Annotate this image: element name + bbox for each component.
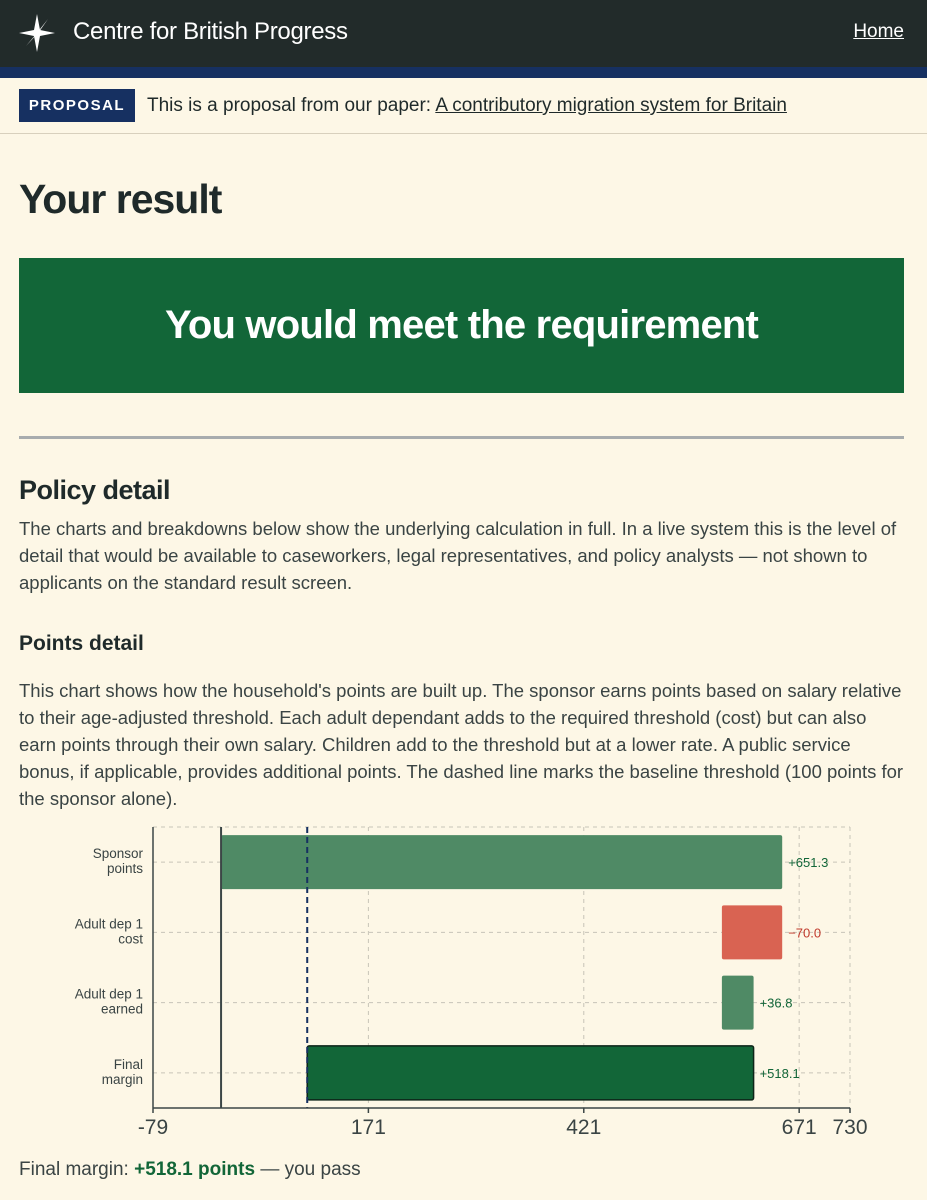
bar-gain bbox=[221, 835, 782, 889]
divider bbox=[19, 436, 904, 439]
x-tick-label: 730 bbox=[832, 1116, 868, 1139]
bar-gain bbox=[722, 976, 754, 1030]
banner-prefix: This is a proposal from our paper: bbox=[147, 95, 432, 116]
final-margin-value: +518.1 points bbox=[134, 1159, 256, 1180]
category-label: Sponsor bbox=[92, 846, 143, 862]
points-heading: Points detail bbox=[19, 632, 144, 655]
category-label: margin bbox=[101, 1071, 143, 1087]
bar-final bbox=[307, 1046, 753, 1100]
category-label: cost bbox=[118, 931, 143, 947]
home-link[interactable]: Home bbox=[853, 21, 904, 42]
bar-value-label: +651.3 bbox=[788, 855, 829, 871]
x-tick-label: -79 bbox=[137, 1116, 169, 1139]
category-label: Adult dep 1 bbox=[74, 916, 143, 932]
final-margin-prefix: Final margin: bbox=[19, 1159, 129, 1180]
top-nav-bar bbox=[0, 0, 927, 67]
page-title: Your result bbox=[19, 176, 222, 222]
policy-heading: Policy detail bbox=[19, 475, 171, 505]
proposal-banner bbox=[0, 78, 927, 134]
bar-value-label: +518.1 bbox=[759, 1065, 800, 1081]
final-margin-summary bbox=[19, 1159, 361, 1181]
proposal-badge: PROPOSAL bbox=[19, 89, 135, 122]
result-message: You would meet the requirement bbox=[164, 303, 759, 347]
category-label: points bbox=[106, 861, 143, 877]
points-waterfall-chart bbox=[0, 815, 927, 1145]
x-tick-label: 171 bbox=[350, 1116, 386, 1139]
bar-value-label: +36.8 bbox=[759, 995, 793, 1011]
result-box bbox=[19, 258, 904, 393]
points-description: This chart shows how the household's points are built up. The sponsor earns points based on salary relative to their age-adjusted threshold. Each adult dependant adds to the required threshold (cost) but can also earn points through their own salary. Children add to the threshold but at a lower rate. A public service bonus, if applicable, provides additional points. The dashed line marks the baseline threshold (100 points for the sponsor alone). bbox=[19, 680, 904, 809]
category-label: Final bbox=[113, 1056, 143, 1072]
bar-value-label: −70.0 bbox=[788, 925, 822, 941]
x-tick-label: 671 bbox=[781, 1116, 817, 1139]
final-margin-suffix: — you pass bbox=[260, 1159, 361, 1180]
paper-link[interactable]: A contributory migration system for Britain bbox=[435, 95, 787, 116]
x-tick-label: 421 bbox=[566, 1116, 602, 1139]
banner-text bbox=[147, 95, 787, 117]
category-label: earned bbox=[100, 1001, 143, 1017]
nav-stripe bbox=[0, 67, 927, 78]
bar-cost bbox=[722, 905, 782, 959]
category-label: Adult dep 1 bbox=[74, 986, 143, 1002]
policy-intro: The charts and breakdowns below show the underlying calculation in full. In a live system this is the level of detail that would be available to caseworkers, legal representatives, and policy analysts — not shown to applicants on the standard result screen. bbox=[19, 518, 897, 593]
brand-name[interactable]: Centre for British Progress bbox=[73, 18, 348, 45]
star-logo-icon[interactable] bbox=[18, 13, 56, 53]
